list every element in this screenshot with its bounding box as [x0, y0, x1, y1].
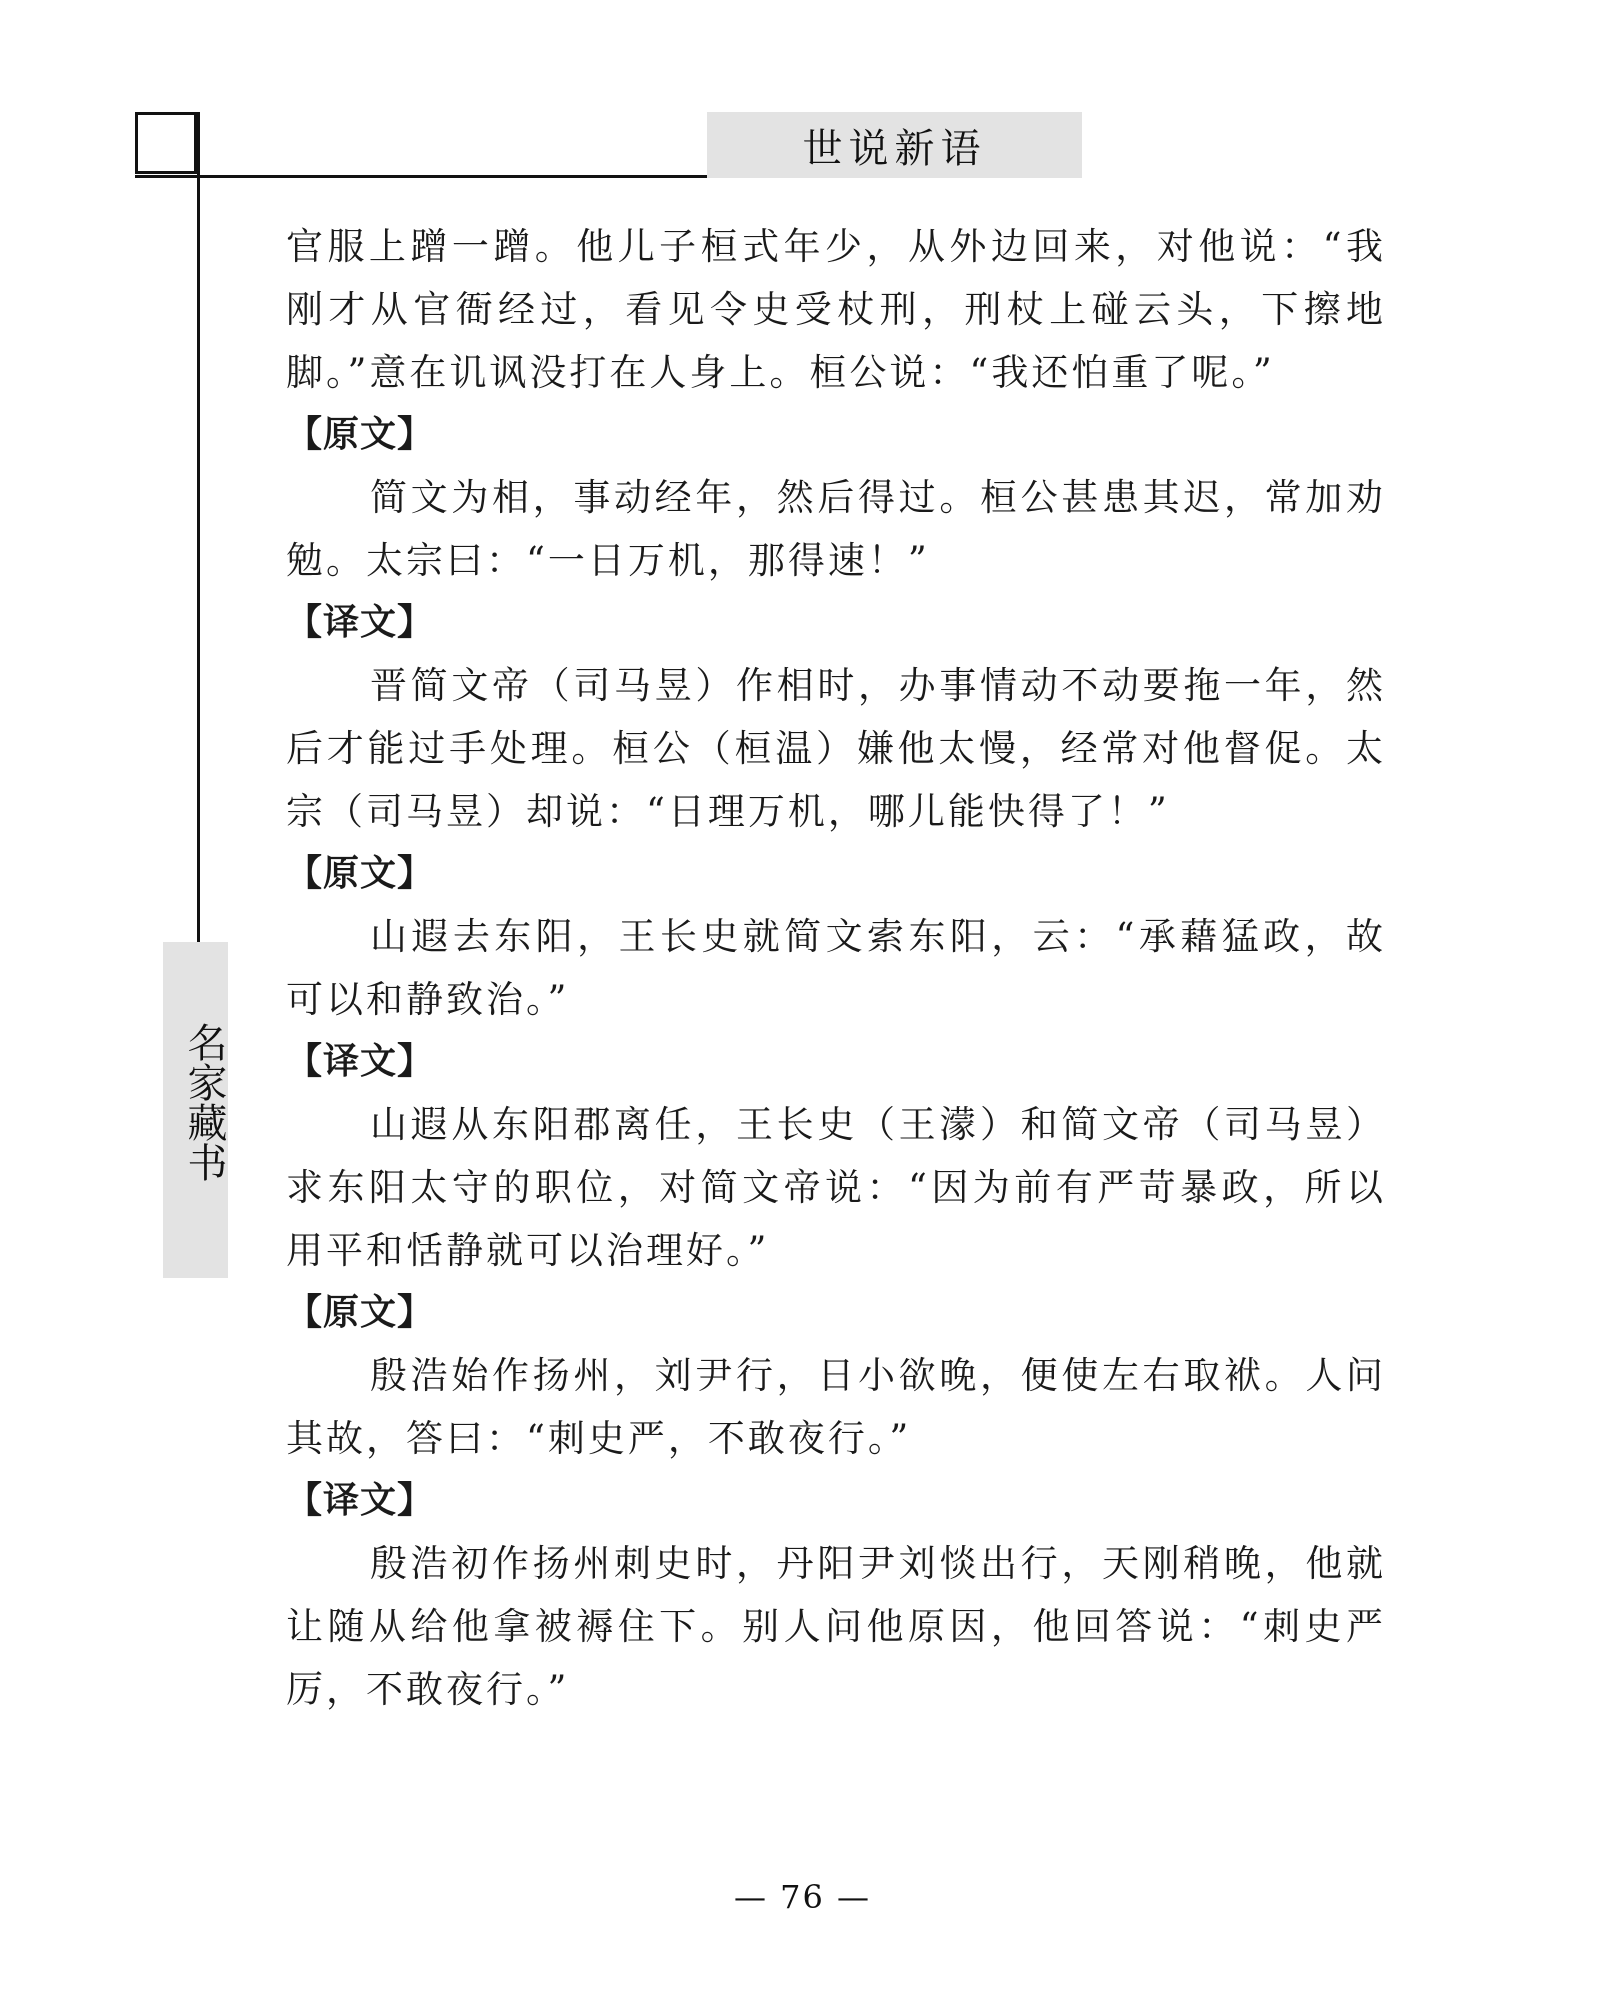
section-label-translation: 【译文】	[286, 1041, 435, 1082]
paragraph: 晋简文帝（司马昱）作相时，办事情动不动要拖一年，然后才能过手处理。桓公（桓温）嫌他太慢，经常对他督促。太宗（司马昱）却说：“日理万机，哪儿能快得了！”	[286, 664, 1386, 833]
section-label-original: 【原文】	[286, 1292, 435, 1333]
side-tab-label: 名家藏书	[181, 1022, 227, 1182]
corner-frame-box	[135, 112, 197, 174]
paragraph: 山遐从东阳郡离任，王长史（王濛）和简文帝（司马昱）求东阳太守的职位，对简文帝说：“因为前有严苛暴政，所以用平和恬静就可以治理好。”	[286, 1103, 1386, 1272]
paragraph: 山遐去东阳，王长史就简文索东阳，云：“承藉猛政，故可以和静致治。”	[286, 915, 1386, 1021]
section-label-original: 【原文】	[286, 414, 435, 455]
margin-rule-vertical	[197, 112, 200, 942]
section-label-translation: 【译文】	[286, 602, 435, 643]
section-label-original: 【原文】	[286, 853, 435, 894]
side-tab	[163, 942, 228, 1278]
book-title: 世说新语	[802, 125, 987, 172]
header-rule-horizontal	[135, 175, 707, 178]
paragraph: 殷浩始作扬州，刘尹行，日小欲晚，便使左右取袱。人问其故，答曰：“刺史严，不敢夜行。”	[286, 1354, 1386, 1460]
paragraph: 简文为相，事动经年，然后得过。桓公甚患其迟，常加劝勉。太宗曰：“一日万机，那得速！”	[286, 476, 1386, 582]
section-label-translation: 【译文】	[286, 1480, 435, 1521]
paragraph: 殷浩初作扬州刺史时，丹阳尹刘惔出行，天刚稍晚，他就让随从给他拿被褥住下。别人问他原因，他回答说：“刺史严厉，不敢夜行。”	[286, 1542, 1386, 1711]
paragraph: 官服上蹭一蹭。他儿子桓式年少，从外边回来，对他说：“我刚才从官衙经过，看见令史受杖刑，刑杖上碰云头，下擦地脚。”意在讥讽没打在人身上。桓公说：“我还怕重了呢。”	[286, 225, 1386, 394]
page-body	[286, 215, 1386, 1721]
running-header	[707, 112, 1082, 178]
page-number: — 76 —	[733, 1878, 872, 1916]
